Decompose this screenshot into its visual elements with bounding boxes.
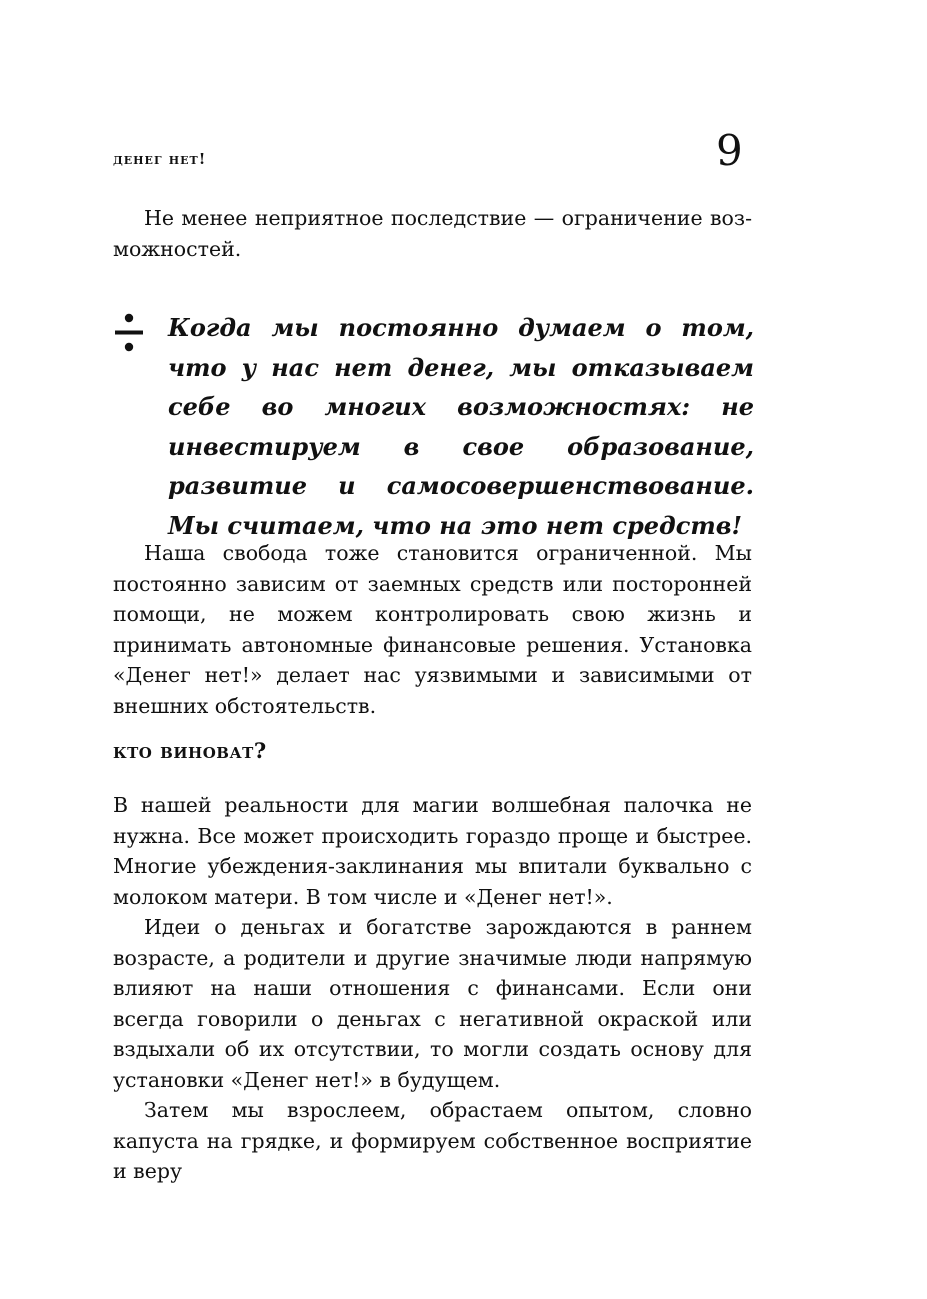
- freedom-paragraph: Наша свобода тоже становится ограниченной. Мы постоянно зависим от заемных средств или посторонней помощи, не можем контролировать свою жизнь и принимать автономные финансовые решения. Установка «Денег нет!» делает нас уязвимыми и зависимыми от внешних обстоятельств.: [113, 541, 752, 718]
- intro-paragraph: Не менее неприятное последствие — ограничение возможностей.: [113, 206, 752, 261]
- callout-quote: Когда мы постоянно думаем о том, что у нас нет денег, мы отказываем себе во многих возможностях: не инвестируем в свое образование, развитие и самосовершенствование. Мы считаем, что на это нет средств!: [168, 313, 754, 540]
- page-number: 9: [716, 126, 743, 175]
- section-heading: кто виноват?: [113, 738, 267, 763]
- section-body: [113, 790, 752, 1187]
- freedom-paragraph-block: [113, 538, 752, 721]
- section-paragraph-2: Идеи о деньгах и богатстве зарождаются в раннем возрасте, а родители и другие значимые люди напрямую влияют на наши отношения с финансами. Если они всегда говорили о деньгах с негативной окраской или вздыхали об их отсутствии, то могли создать основу для установки «Денег нет!» в будущем.: [113, 915, 752, 1092]
- intro-paragraph-block: [113, 203, 752, 264]
- divide-icon: [114, 311, 144, 355]
- section-paragraph-1: В нашей реальности для магии волшебная палочка не нужна. Все может происходить гораздо проще и быстрее. Многие убеждения-заклинания мы впитали буквально с молоком матери. В том числе и «Денег нет!».: [113, 793, 752, 909]
- running-head: денег нет!: [113, 150, 207, 168]
- section-paragraph-3: Затем мы взрослеем, обрастаем опытом, словно капуста на грядке, и формируем собственное восприятие и веру: [113, 1098, 752, 1183]
